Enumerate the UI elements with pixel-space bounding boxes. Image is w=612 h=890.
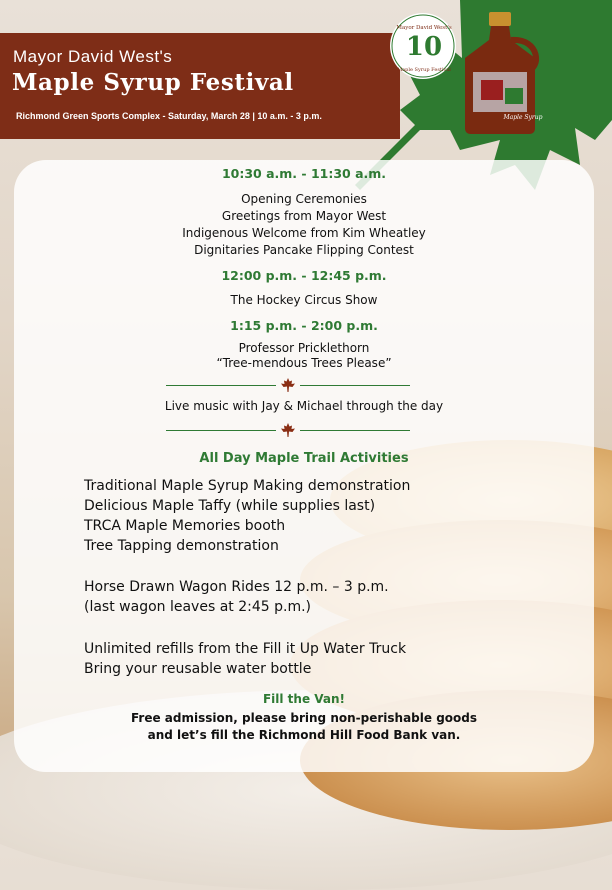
event-pancake-contest: Dignitaries Pancake Flipping Contest xyxy=(194,243,414,257)
live-music-text: Live music with Jay & Michael through the day xyxy=(164,399,444,413)
maple-leaf-icon xyxy=(281,378,295,392)
schedule-time-1: 10:30 a.m. - 11:30 a.m. xyxy=(221,166,387,181)
wagon-rides-text: Horse Drawn Wagon Rides 12 p.m. – 3 p.m. xyxy=(84,579,389,595)
fill-van-line: Free admission, please bring non-perishable goods xyxy=(130,711,478,725)
activity-item: Traditional Maple Syrup Making demonstration xyxy=(84,478,411,494)
header-subtitle: Mayor David West's xyxy=(13,47,173,66)
divider xyxy=(14,423,594,437)
activity-item: TRCA Maple Memories booth xyxy=(84,518,286,534)
event-opening-ceremonies: Opening Ceremonies xyxy=(241,192,367,206)
maple-leaf-icon xyxy=(281,423,295,437)
event-indigenous-welcome: Indigenous Welcome from Kim Wheatley xyxy=(182,226,426,240)
water-refill-text: Unlimited refills from the Fill it Up Water Truck xyxy=(84,641,407,657)
schedule-time-3: 1:15 p.m. - 2:00 p.m. xyxy=(230,318,378,333)
event-professor: Professor Pricklethorn xyxy=(238,341,370,355)
logo-bottom-text: Maple Syrup Festival xyxy=(397,67,451,73)
logo-number: 10 xyxy=(405,32,443,62)
water-bottle-text: Bring your reusable water bottle xyxy=(84,661,312,677)
content-card xyxy=(14,160,594,772)
event-tree-talk: “Tree-mendous Trees Please” xyxy=(216,356,392,370)
event-info: Richmond Green Sports Complex - Saturday, March 28 | 10 a.m. - 3 p.m. xyxy=(16,111,322,121)
activity-item: Delicious Maple Taffy (while supplies last) xyxy=(84,498,376,514)
logo-top-text: Mayor David West's xyxy=(396,25,452,31)
schedule-time-2: 12:00 p.m. - 12:45 p.m. xyxy=(221,268,387,283)
bottle-label: Maple Syrup xyxy=(503,114,543,121)
event-greetings: Greetings from Mayor West xyxy=(221,209,387,223)
divider xyxy=(14,378,594,392)
activity-item: Tree Tapping demonstration xyxy=(84,538,279,554)
wagon-last-text: (last wagon leaves at 2:45 p.m.) xyxy=(84,599,311,615)
event-hockey-circus: The Hockey Circus Show xyxy=(230,293,378,307)
fill-van-line: and let’s fill the Richmond Hill Food Bank van. xyxy=(147,728,461,742)
page-title: Maple Syrup Festival xyxy=(12,69,294,96)
activities-heading: All Day Maple Trail Activities xyxy=(199,451,409,466)
fill-van-heading: Fill the Van! xyxy=(262,692,346,706)
